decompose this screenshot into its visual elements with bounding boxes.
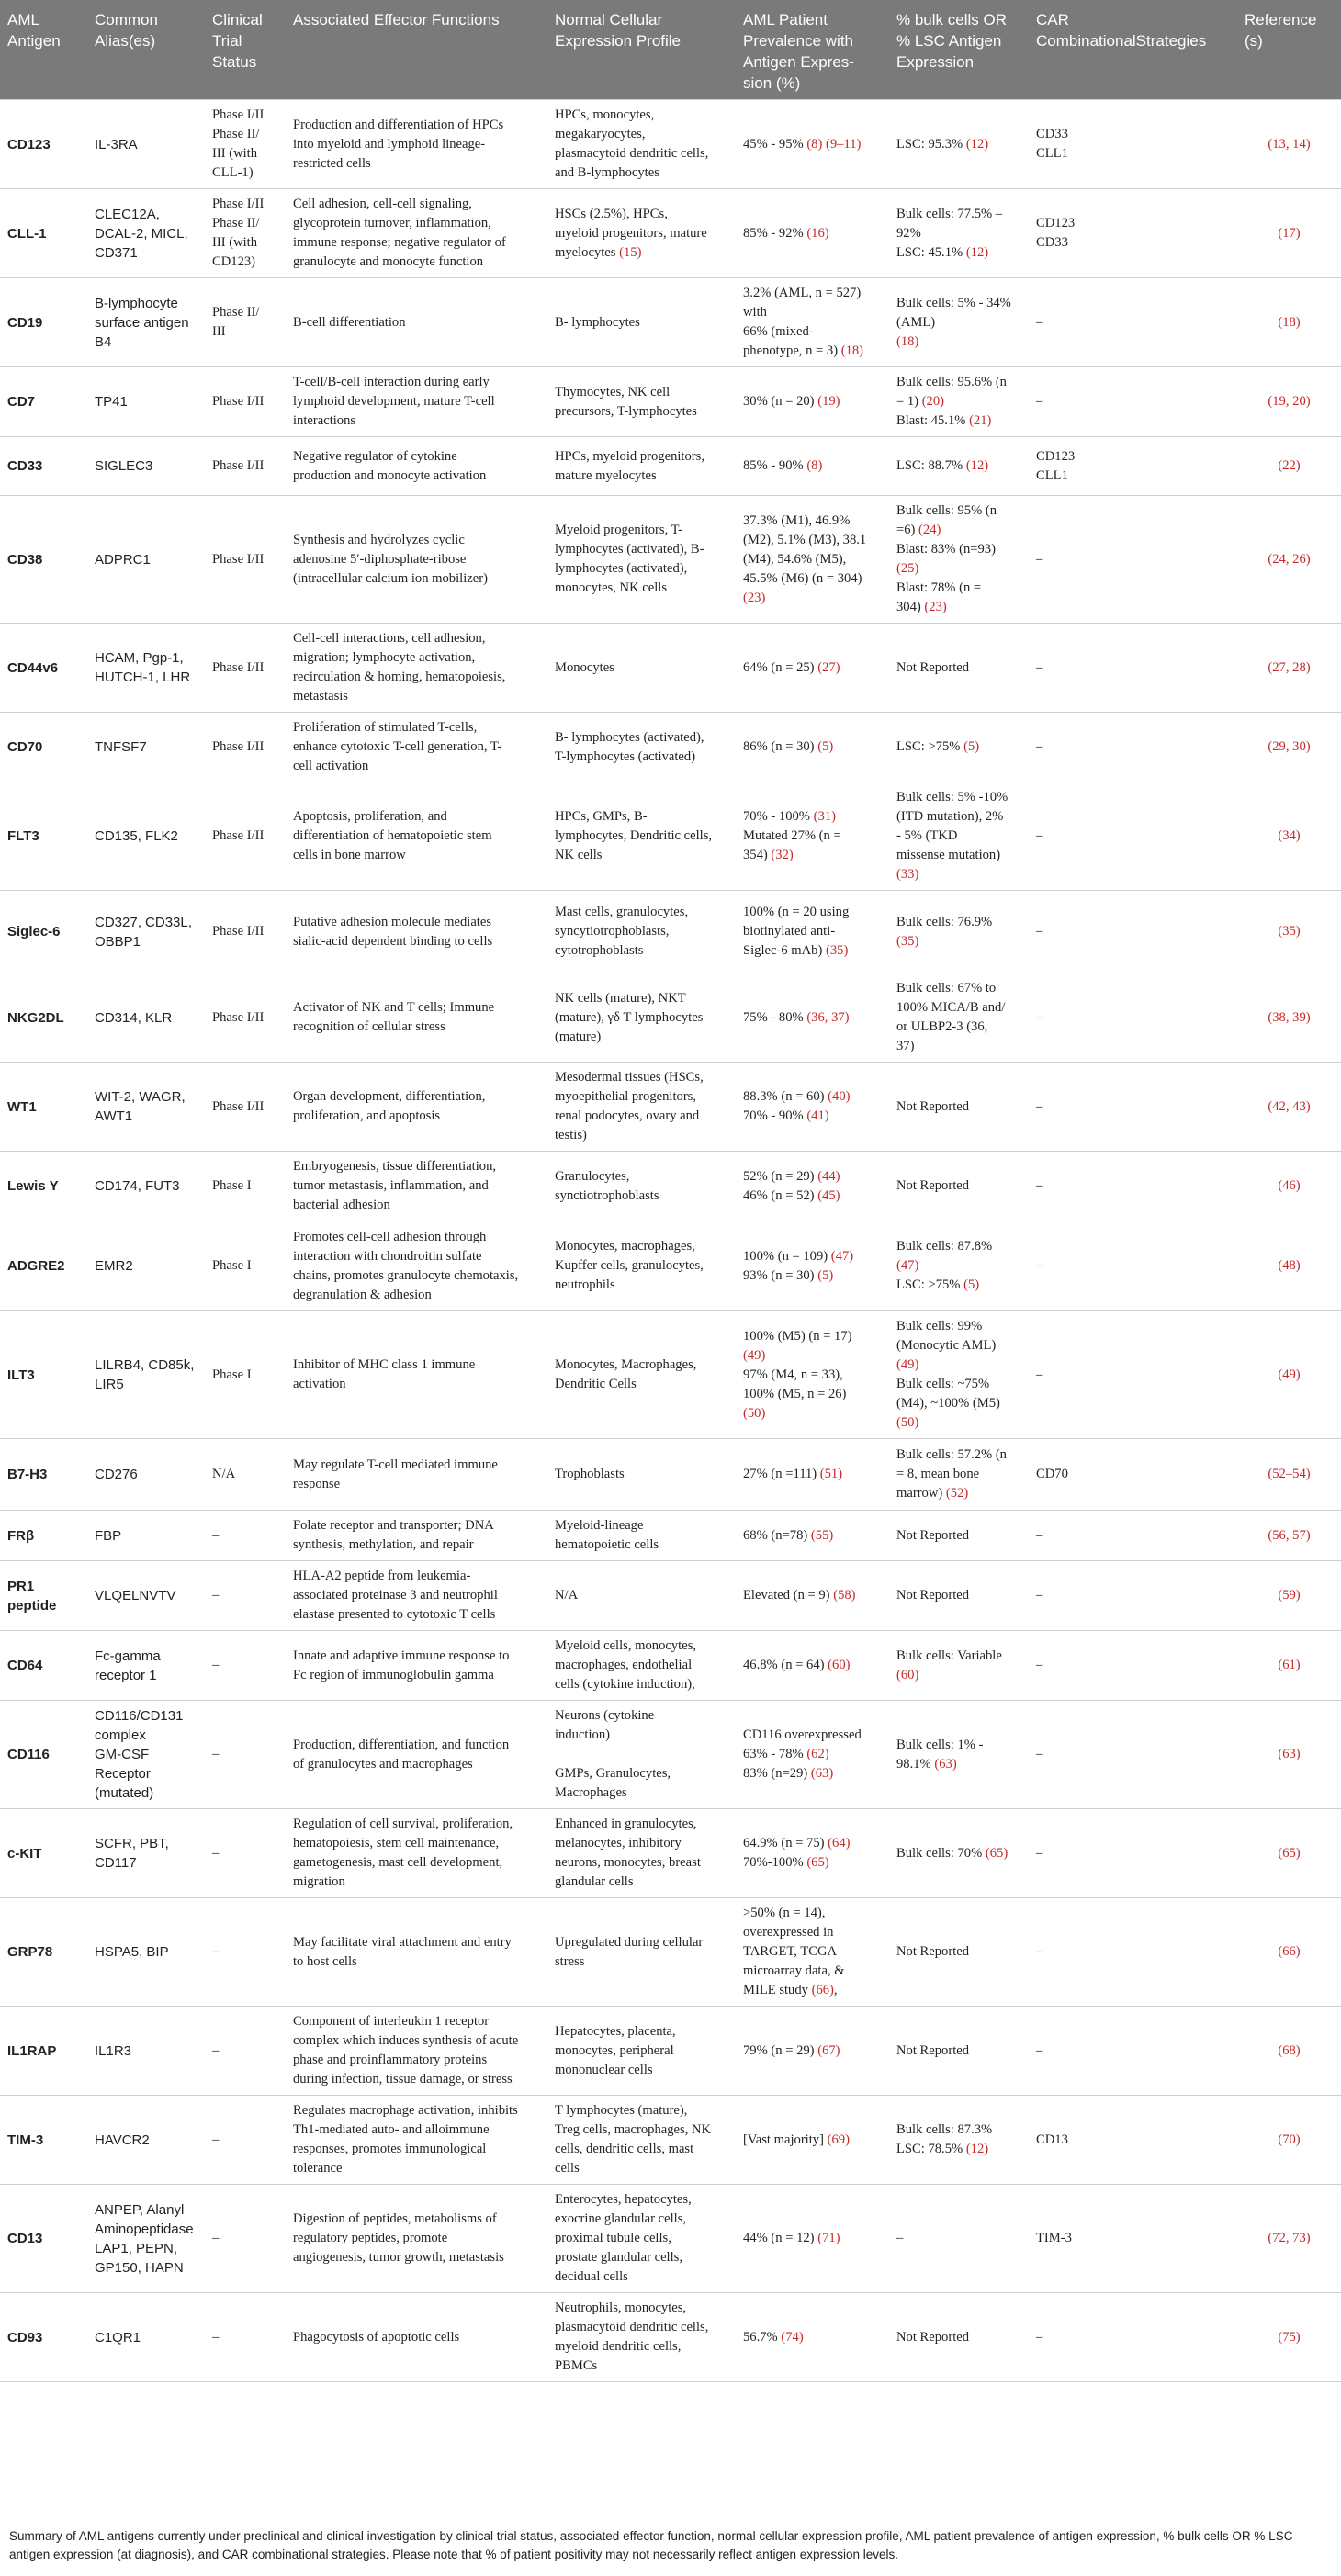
trial-status-cell: Phase I/II [205, 973, 286, 1063]
table-body [0, 100, 1341, 2382]
alias-cell: TP41 [87, 367, 205, 437]
table-row [0, 367, 1341, 437]
effector-function-cell: Proliferation of stimulated T-cells, enhance cytotoxic T-cell generation, T- cell activation [286, 713, 547, 782]
alias-cell: IL1R3 [87, 2007, 205, 2096]
bulk-lsc-cell: – [889, 2185, 1029, 2293]
effector-function-cell: Component of interleukin 1 receptor complex which induces synthesis of acute phase and proinflammatory proteins during infection, tissue damage, or stress [286, 2007, 547, 2096]
prevalence-cell: 27% (n =111) (51) [736, 1439, 889, 1511]
alias-cell: CD116/CD131 complex GM-CSF Receptor (mutated) [87, 1701, 205, 1809]
antigen-cell: GRP78 [0, 1898, 87, 2007]
bulk-lsc-cell: Not Reported [889, 1063, 1029, 1152]
prevalence-cell: 68% (n=78) (55) [736, 1511, 889, 1561]
expression-profile-cell: Mesodermal tissues (HSCs, myoepithelial progenitors, renal podocytes, ovary and testis) [547, 1063, 736, 1152]
reference-link[interactable]: (72, 73) [1268, 2231, 1311, 2245]
car-strategy-cell: CD70 [1029, 1439, 1237, 1511]
table-row [0, 891, 1341, 973]
alias-cell: CD314, KLR [87, 973, 205, 1063]
prevalence-cell: 100% (n = 20 using biotinylated anti- Siglec-6 mAb) (35) [736, 891, 889, 973]
reference-link[interactable]: (17) [1278, 225, 1301, 241]
car-strategy-cell: – [1029, 891, 1237, 973]
car-strategy-cell: – [1029, 1809, 1237, 1898]
reference-cell [1237, 1311, 1341, 1439]
reference-link[interactable]: (56, 57) [1268, 1527, 1311, 1543]
car-strategy-cell: – [1029, 367, 1237, 437]
reference-cell [1237, 624, 1341, 713]
prevalence-cell: CD116 overexpressed 63% - 78% (62) 83% (n=29) (63) [736, 1701, 889, 1809]
car-strategy-cell: CD123 CLL1 [1029, 437, 1237, 496]
prevalence-cell: 100% (n = 109) (47) 93% (n = 30) (5) [736, 1221, 889, 1311]
trial-status-cell: Phase I/II Phase II/ III (with CD123) [205, 189, 286, 278]
reference-cell [1237, 189, 1341, 278]
car-strategy-cell: – [1029, 1152, 1237, 1221]
effector-function-cell: HLA-A2 peptide from leukemia- associated proteinase 3 and neutrophil elastase presented to cytotoxic T cells [286, 1561, 547, 1631]
alias-cell: B-lymphocyte surface antigen B4 [87, 278, 205, 367]
reference-cell [1237, 1152, 1341, 1221]
table-row [0, 1152, 1341, 1221]
reference-link[interactable]: (59) [1278, 1588, 1301, 1603]
table-row [0, 278, 1341, 367]
effector-function-cell: Cell adhesion, cell-cell signaling, glycoprotein turnover, inflammation, immune response; negative regulator of granulocyte and monocyte function [286, 189, 547, 278]
effector-function-cell: Innate and adaptive immune response to Fc region of immunoglobulin gamma [286, 1631, 547, 1701]
reference-link[interactable]: (49) [1278, 1367, 1301, 1382]
car-strategy-cell: – [1029, 624, 1237, 713]
trial-status-cell: – [205, 2185, 286, 2293]
antigen-cell: WT1 [0, 1063, 87, 1152]
bulk-lsc-cell: Bulk cells: 57.2% (n = 8, mean bone marrow) (52) [889, 1439, 1029, 1511]
reference-link[interactable]: (24, 26) [1268, 551, 1311, 567]
trial-status-cell: Phase I [205, 1221, 286, 1311]
bulk-lsc-cell: Not Reported [889, 1152, 1029, 1221]
effector-function-cell: Embryogenesis, tissue differentiation, tumor metastasis, inflammation, and bacterial adhesion [286, 1152, 547, 1221]
car-strategy-cell: – [1029, 1701, 1237, 1809]
alias-cell: IL-3RA [87, 100, 205, 189]
expression-profile-cell: B- lymphocytes [547, 278, 736, 367]
table-row [0, 1809, 1341, 1898]
prevalence-cell: 3.2% (AML, n = 527) with 66% (mixed- phenotype, n = 3) (18) [736, 278, 889, 367]
prevalence-cell: 64.9% (n = 75) (64) 70%-100% (65) [736, 1809, 889, 1898]
table-row [0, 973, 1341, 1063]
antigen-cell: CD7 [0, 367, 87, 437]
trial-status-cell: – [205, 2293, 286, 2382]
table-header-row [0, 0, 1341, 100]
bulk-lsc-cell: Bulk cells: 76.9% (35) [889, 891, 1029, 973]
expression-profile-cell: Enterocytes, hepatocytes, exocrine glandular cells, proximal tubule cells, prostate glandular cells, decidual cells [547, 2185, 736, 2293]
car-strategy-cell: – [1029, 1063, 1237, 1152]
effector-function-cell: B-cell differentiation [286, 278, 547, 367]
antigen-cell: NKG2DL [0, 973, 87, 1063]
table-row [0, 2293, 1341, 2382]
alias-cell: EMR2 [87, 1221, 205, 1311]
trial-status-cell: Phase I/II [205, 1063, 286, 1152]
bulk-lsc-cell: Not Reported [889, 2007, 1029, 2096]
alias-cell: C1QR1 [87, 2293, 205, 2382]
car-strategy-cell: – [1029, 1311, 1237, 1439]
effector-function-cell: Putative adhesion molecule mediates sialic-acid dependent binding to cells [286, 891, 547, 973]
table-row [0, 496, 1341, 624]
expression-profile-cell: Neutrophils, monocytes, plasmacytoid dendritic cells, myeloid dendritic cells, PBMCs [547, 2293, 736, 2382]
antigen-cell: FRβ [0, 1511, 87, 1561]
bulk-lsc-cell: Bulk cells: 95.6% (n = 1) (20) Blast: 45.1% (21) [889, 367, 1029, 437]
expression-profile-cell: N/A [547, 1561, 736, 1631]
alias-cell: LILRB4, CD85k, LIR5 [87, 1311, 205, 1439]
trial-status-cell: N/A [205, 1439, 286, 1511]
bulk-lsc-cell: Not Reported [889, 624, 1029, 713]
header-car-strategies: CAR CombinationalStrategies [1036, 11, 1207, 50]
reference-cell [1237, 1439, 1341, 1511]
reference-link[interactable]: (29, 30) [1268, 739, 1311, 754]
effector-function-cell: Folate receptor and transporter; DNA synthesis, methylation, and repair [286, 1511, 547, 1561]
trial-status-cell: Phase II/ III [205, 278, 286, 367]
expression-profile-cell: Monocytes [547, 624, 736, 713]
table-row [0, 1221, 1341, 1311]
alias-cell: HSPA5, BIP [87, 1898, 205, 2007]
expression-profile-cell: HPCs, myeloid progenitors, mature myelocytes [547, 437, 736, 496]
car-strategy-cell: – [1029, 1631, 1237, 1701]
effector-function-cell: Regulates macrophage activation, inhibits Th1-mediated auto- and alloimmune responses, promotes immunological tolerance [286, 2096, 547, 2185]
expression-profile-cell: Myeloid progenitors, T- lymphocytes (activated), B- lymphocytes (activated), monocytes, NK cells [547, 496, 736, 624]
alias-cell: FBP [87, 1511, 205, 1561]
reference-link[interactable]: (70) [1278, 2132, 1301, 2147]
reference-link[interactable]: (68) [1278, 2042, 1301, 2058]
prevalence-cell: >50% (n = 14), overexpressed in TARGET, TCGA microarray data, & MILE study (66), [736, 1898, 889, 2007]
alias-cell: CD135, FLK2 [87, 782, 205, 891]
table-row [0, 2185, 1341, 2293]
expression-profile-cell: Myeloid-lineage hematopoietic cells [547, 1511, 736, 1561]
alias-cell: ANPEP, Alanyl Aminopeptidase LAP1, PEPN, GP150, HAPN [87, 2185, 205, 2293]
trial-status-cell: Phase I/II [205, 624, 286, 713]
table-row [0, 1511, 1341, 1561]
alias-cell: CD276 [87, 1439, 205, 1511]
trial-status-cell: – [205, 1561, 286, 1631]
car-strategy-cell: – [1029, 496, 1237, 624]
prevalence-cell: 85% - 92% (16) [736, 189, 889, 278]
antigen-cell: CD93 [0, 2293, 87, 2382]
car-strategy-cell: CD13 [1029, 2096, 1237, 2185]
car-strategy-cell: – [1029, 2293, 1237, 2382]
effector-function-cell: Activator of NK and T cells; Immune recognition of cellular stress [286, 973, 547, 1063]
expression-profile-cell: Monocytes, Macrophages, Dendritic Cells [547, 1311, 736, 1439]
effector-function-cell: T-cell/B-cell interaction during early lymphoid development, mature T-cell interactions [286, 367, 547, 437]
header-trial-status: Clinical Trial Status [212, 11, 263, 71]
reference-cell [1237, 437, 1341, 496]
bulk-lsc-cell: Not Reported [889, 2293, 1029, 2382]
reference-cell [1237, 1701, 1341, 1809]
reference-link[interactable]: (27, 28) [1268, 659, 1311, 675]
car-strategy-cell: CD123 CD33 [1029, 189, 1237, 278]
bulk-lsc-cell: LSC: 95.3% (12) [889, 100, 1029, 189]
antigen-cell: FLT3 [0, 782, 87, 891]
antigen-cell: IL1RAP [0, 2007, 87, 2096]
prevalence-cell: 52% (n = 29) (44) 46% (n = 52) (45) [736, 1152, 889, 1221]
trial-status-cell: – [205, 1631, 286, 1701]
antigen-cell: CD33 [0, 437, 87, 496]
effector-function-cell: Inhibitor of MHC class 1 immune activation [286, 1311, 547, 1439]
reference-link[interactable]: (18) [1278, 314, 1301, 330]
reference-link[interactable]: (65) [1278, 1845, 1301, 1861]
prevalence-cell: 37.3% (M1), 46.9% (M2), 5.1% (M3), 38.1 (M4), 54.6% (M5), 45.5% (M6) (n = 304) (23) [736, 496, 889, 624]
reference-link[interactable]: (19, 20) [1268, 394, 1311, 409]
bulk-lsc-cell: Bulk cells: 67% to 100% MICA/B and/ or ULBP2-3 (36, 37) [889, 973, 1029, 1063]
expression-profile-cell: Myeloid cells, monocytes, macrophages, endothelial cells (cytokine induction), [547, 1631, 736, 1701]
bulk-lsc-cell: LSC: >75% (5) [889, 713, 1029, 782]
car-strategy-cell: – [1029, 2007, 1237, 2096]
antigen-cell: CD38 [0, 496, 87, 624]
bulk-lsc-cell: Bulk cells: 5% - 34% (AML) (18) [889, 278, 1029, 367]
header-bulk-lsc: % bulk cells OR % LSC Antigen Expression [896, 11, 1007, 71]
antigen-cell: TIM-3 [0, 2096, 87, 2185]
antigen-cell: CD13 [0, 2185, 87, 2293]
alias-cell: TNFSF7 [87, 713, 205, 782]
antigen-cell: Lewis Y [0, 1152, 87, 1221]
trial-status-cell: Phase I/II [205, 891, 286, 973]
reference-link[interactable]: (61) [1278, 1658, 1301, 1672]
trial-status-cell: Phase I/II [205, 782, 286, 891]
car-strategy-cell: – [1029, 1221, 1237, 1311]
trial-status-cell: Phase I/II [205, 496, 286, 624]
alias-cell: HCAM, Pgp-1, HUTCH-1, LHR [87, 624, 205, 713]
bulk-lsc-cell: Not Reported [889, 1898, 1029, 2007]
car-strategy-cell: – [1029, 1511, 1237, 1561]
effector-function-cell: Negative regulator of cytokine production and monocyte activation [286, 437, 547, 496]
prevalence-cell: 44% (n = 12) (71) [736, 2185, 889, 2293]
reference-link[interactable]: (35) [1278, 924, 1301, 939]
header-prevalence: AML Patient Prevalence with Antigen Expres- sion (%) [743, 11, 854, 92]
reference-cell [1237, 496, 1341, 624]
reference-cell [1237, 2007, 1341, 2096]
reference-cell [1237, 1511, 1341, 1561]
trial-status-cell: – [205, 1511, 286, 1561]
reference-cell [1237, 2185, 1341, 2293]
effector-function-cell: Apoptosis, proliferation, and differentiation of hematopoietic stem cells in bone marrow [286, 782, 547, 891]
antigen-cell: c-KIT [0, 1809, 87, 1898]
bulk-lsc-cell: Not Reported [889, 1511, 1029, 1561]
expression-profile-cell: HSCs (2.5%), HPCs, myeloid progenitors, mature myelocytes (15) [547, 189, 736, 278]
prevalence-cell: 45% - 95% (8) (9–11) [736, 100, 889, 189]
antigen-cell: ADGRE2 [0, 1221, 87, 1311]
alias-cell: CD174, FUT3 [87, 1152, 205, 1221]
reference-link[interactable]: (38, 39) [1268, 1009, 1311, 1025]
effector-function-cell: Organ development, differentiation, proliferation, and apoptosis [286, 1063, 547, 1152]
car-strategy-cell: – [1029, 713, 1237, 782]
car-strategy-cell: – [1029, 1898, 1237, 2007]
effector-function-cell: Cell-cell interactions, cell adhesion, migration; lymphocyte activation, recirculation & homing, hematopoiesis, metastasis [286, 624, 547, 713]
reference-link[interactable]: (13, 14) [1268, 136, 1311, 152]
trial-status-cell: – [205, 2007, 286, 2096]
antigen-cell: CLL-1 [0, 189, 87, 278]
expression-profile-cell: Neurons (cytokine induction) GMPs, Granulocytes, Macrophages [547, 1701, 736, 1809]
antigen-cell: PR1 peptide [0, 1561, 87, 1631]
bulk-lsc-cell: Bulk cells: 87.8% (47) LSC: >75% (5) [889, 1221, 1029, 1311]
reference-cell [1237, 2096, 1341, 2185]
table-row [0, 1439, 1341, 1511]
bulk-lsc-cell: Bulk cells: 87.3% LSC: 78.5% (12) [889, 2096, 1029, 2185]
table-row [0, 782, 1341, 891]
prevalence-cell: 86% (n = 30) (5) [736, 713, 889, 782]
header-effector-functions: Associated Effector Functions [293, 11, 500, 28]
table-caption: Summary of AML antigens currently under preclinical and clinical investigation by clinical trial status, associated effector function, normal cellular expression profile, AML patient prevalence of antigen expression, % bulk cells OR % LSC antigen expression (at diagnosis), and CAR combinational strategies. Please note that % of patient positivity may not necessarily reflect antigen expression levels. [9, 2529, 1293, 2561]
car-strategy-cell: – [1029, 278, 1237, 367]
alias-cell: ADPRC1 [87, 496, 205, 624]
prevalence-cell: 30% (n = 20) (19) [736, 367, 889, 437]
alias-cell: VLQELNVTV [87, 1561, 205, 1631]
table-row [0, 1631, 1341, 1701]
table-row [0, 624, 1341, 713]
expression-profile-cell: NK cells (mature), NKT (mature), γδ T lymphocytes (mature) [547, 973, 736, 1063]
prevalence-cell: 46.8% (n = 64) (60) [736, 1631, 889, 1701]
table-row [0, 189, 1341, 278]
bulk-lsc-cell: Bulk cells: 95% (n =6) (24) Blast: 83% (n=93) (25) Blast: 78% (n = 304) (23) [889, 496, 1029, 624]
effector-function-cell: May facilitate viral attachment and entry to host cells [286, 1898, 547, 2007]
expression-profile-cell: HPCs, monocytes, megakaryocytes, plasmacytoid dendritic cells, and B-lymphocytes [547, 100, 736, 189]
table-row [0, 1311, 1341, 1439]
expression-profile-cell: Monocytes, macrophages, Kupffer cells, granulocytes, neutrophils [547, 1221, 736, 1311]
prevalence-cell: 75% - 80% (36, 37) [736, 973, 889, 1063]
reference-cell [1237, 1221, 1341, 1311]
reference-link[interactable]: (46) [1278, 1178, 1301, 1193]
trial-status-cell: Phase I [205, 1311, 286, 1439]
reference-cell [1237, 1631, 1341, 1701]
effector-function-cell: Production and differentiation of HPCs into myeloid and lymphoid lineage- restricted cells [286, 100, 547, 189]
effector-function-cell: Promotes cell-cell adhesion through interaction with chondroitin sulfate chains, promotes granulocyte chemotaxis, degranulation & adhesion [286, 1221, 547, 1311]
antigen-cell: CD123 [0, 100, 87, 189]
effector-function-cell: Regulation of cell survival, proliferation, hematopoiesis, stem cell maintenance, gametogenesis, mast cell development, migration [286, 1809, 547, 1898]
reference-cell [1237, 1898, 1341, 2007]
prevalence-cell: 88.3% (n = 60) (40) 70% - 90% (41) [736, 1063, 889, 1152]
antigen-cell: Siglec-6 [0, 891, 87, 973]
prevalence-cell: [Vast majority] (69) [736, 2096, 889, 2185]
antigen-cell: CD19 [0, 278, 87, 367]
prevalence-cell: 56.7% (74) [736, 2293, 889, 2382]
expression-profile-cell: T lymphocytes (mature), Treg cells, macrophages, NK cells, dendritic cells, mast cells [547, 2096, 736, 2185]
prevalence-cell: 79% (n = 29) (67) [736, 2007, 889, 2096]
reference-cell [1237, 100, 1341, 189]
antigen-cell: CD64 [0, 1631, 87, 1701]
table-row [0, 437, 1341, 496]
alias-cell: SCFR, PBT, CD117 [87, 1809, 205, 1898]
table-row [0, 1561, 1341, 1631]
reference-cell [1237, 1063, 1341, 1152]
trial-status-cell: Phase I/II [205, 437, 286, 496]
alias-cell: Fc-gamma receptor 1 [87, 1631, 205, 1701]
trial-status-cell: Phase I/II Phase II/ III (with CLL-1) [205, 100, 286, 189]
bulk-lsc-cell: Bulk cells: 99% (Monocytic AML) (49) Bulk cells: ~75% (M4), ~100% (M5) (50) [889, 1311, 1029, 1439]
trial-status-cell: – [205, 1898, 286, 2007]
bulk-lsc-cell: Bulk cells: 5% -10% (ITD mutation), 2% - 5% (TKD missense mutation) (33) [889, 782, 1029, 891]
trial-status-cell: – [205, 1701, 286, 1809]
table-row [0, 713, 1341, 782]
prevalence-cell: 64% (n = 25) (27) [736, 624, 889, 713]
expression-profile-cell: Upregulated during cellular stress [547, 1898, 736, 2007]
table-row [0, 1898, 1341, 2007]
header-antigen: AML Antigen [7, 11, 61, 50]
reference-cell [1237, 973, 1341, 1063]
bulk-lsc-cell: Bulk cells: Variable (60) [889, 1631, 1029, 1701]
antigen-cell: CD44v6 [0, 624, 87, 713]
reference-link[interactable]: (66) [1278, 1944, 1301, 1959]
antigen-cell: ILT3 [0, 1311, 87, 1439]
prevalence-cell: 85% - 90% (8) [736, 437, 889, 496]
table-row [0, 1063, 1341, 1152]
antigen-cell: CD116 [0, 1701, 87, 1809]
expression-profile-cell: Enhanced in granulocytes, melanocytes, inhibitory neurons, monocytes, breast glandular cells [547, 1809, 736, 1898]
alias-cell: SIGLEC3 [87, 437, 205, 496]
header-alias: Common Alias(es) [95, 11, 158, 50]
reference-cell [1237, 1561, 1341, 1631]
bulk-lsc-cell: Bulk cells: 70% (65) [889, 1809, 1029, 1898]
car-strategy-cell: – [1029, 782, 1237, 891]
effector-function-cell: Phagocytosis of apoptotic cells [286, 2293, 547, 2382]
reference-cell [1237, 782, 1341, 891]
prevalence-cell: Elevated (n = 9) (58) [736, 1561, 889, 1631]
reference-cell [1237, 367, 1341, 437]
car-strategy-cell: – [1029, 973, 1237, 1063]
trial-status-cell: Phase I/II [205, 367, 286, 437]
prevalence-cell: 70% - 100% (31) Mutated 27% (n = 354) (32) [736, 782, 889, 891]
alias-cell: WIT-2, WAGR, AWT1 [87, 1063, 205, 1152]
table-row [0, 1701, 1341, 1809]
alias-cell: CD327, CD33L, OBBP1 [87, 891, 205, 973]
car-strategy-cell: CD33 CLL1 [1029, 100, 1237, 189]
reference-link[interactable]: (34) [1278, 828, 1301, 843]
expression-profile-cell: B- lymphocytes (activated), T-lymphocytes (activated) [547, 713, 736, 782]
trial-status-cell: Phase I [205, 1152, 286, 1221]
expression-profile-cell: Hepatocytes, placenta, monocytes, peripheral mononuclear cells [547, 2007, 736, 2096]
reference-link[interactable]: (22) [1278, 458, 1301, 473]
reference-cell [1237, 891, 1341, 973]
reference-cell [1237, 2293, 1341, 2382]
bulk-lsc-cell: Bulk cells: 1% - 98.1% (63) [889, 1701, 1029, 1809]
reference-link[interactable]: (48) [1278, 1258, 1301, 1273]
alias-cell: CLEC12A, DCAL-2, MICL, CD371 [87, 189, 205, 278]
effector-function-cell: May regulate T-cell mediated immune response [286, 1439, 547, 1511]
header-reference: Reference (s) [1245, 11, 1317, 50]
table-row [0, 2007, 1341, 2096]
effector-function-cell: Production, differentiation, and function of granulocytes and macrophages [286, 1701, 547, 1809]
expression-profile-cell: Mast cells, granulocytes, syncytiotrophoblasts, cytotrophoblasts [547, 891, 736, 973]
reference-cell [1237, 713, 1341, 782]
reference-link[interactable]: (63) [1278, 1747, 1301, 1761]
reference-link[interactable]: (42, 43) [1268, 1098, 1311, 1114]
header-expression-profile: Normal Cellular Expression Profile [555, 11, 682, 50]
trial-status-cell: – [205, 1809, 286, 1898]
table-row [0, 100, 1341, 189]
expression-profile-cell: Granulocytes, synctiotrophoblasts [547, 1152, 736, 1221]
table-row [0, 2096, 1341, 2185]
car-strategy-cell: – [1029, 1561, 1237, 1631]
expression-profile-cell: HPCs, GMPs, B- lymphocytes, Dendritic cells, NK cells [547, 782, 736, 891]
reference-cell [1237, 278, 1341, 367]
bulk-lsc-cell: Not Reported [889, 1561, 1029, 1631]
effector-function-cell: Synthesis and hydrolyzes cyclic adenosine 5′-diphosphate-ribose (intracellular calcium ion mobilizer) [286, 496, 547, 624]
expression-profile-cell: Thymocytes, NK cell precursors, T-lymphocytes [547, 367, 736, 437]
trial-status-cell: – [205, 2096, 286, 2185]
trial-status-cell: Phase I/II [205, 713, 286, 782]
car-strategy-cell: TIM-3 [1029, 2185, 1237, 2293]
antigen-cell: CD70 [0, 713, 87, 782]
bulk-lsc-cell: LSC: 88.7% (12) [889, 437, 1029, 496]
expression-profile-cell: Trophoblasts [547, 1439, 736, 1511]
reference-cell [1237, 1809, 1341, 1898]
prevalence-cell: 100% (M5) (n = 17) (49) 97% (M4, n = 33), 100% (M5, n = 26) (50) [736, 1311, 889, 1439]
reference-link[interactable]: (75) [1278, 2329, 1301, 2345]
reference-link[interactable]: (52–54) [1268, 1467, 1311, 1481]
effector-function-cell: Digestion of peptides, metabolisms of regulatory peptides, promote angiogenesis, tumor growth, metastasis [286, 2185, 547, 2293]
bulk-lsc-cell: Bulk cells: 77.5% – 92% LSC: 45.1% (12) [889, 189, 1029, 278]
alias-cell: HAVCR2 [87, 2096, 205, 2185]
antigen-cell: B7-H3 [0, 1439, 87, 1511]
